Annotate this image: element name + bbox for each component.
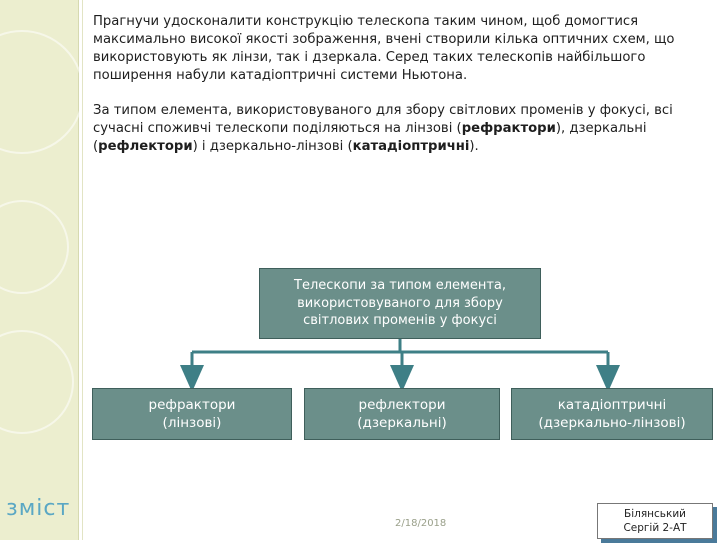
node-label: рефлектори [358, 397, 446, 413]
paragraph-text: ), дзеркальні ( [93, 120, 647, 154]
diagram-root-node [259, 268, 541, 339]
node-label: рефрактори [148, 397, 236, 413]
node-label: катадіоптричні [557, 397, 667, 413]
node-refractors [92, 388, 292, 440]
contents-link[interactable]: зміст [6, 496, 71, 521]
intro-paragraph: Прагнучи удосконалити конструкцію телескопа таким чином, щоб домогтися максимально високої якості зображення, вчені створили кілька оптичних схем, що використовують як лінзи, так і дзеркала. Серед таких телескопів найбільшого поширення набули катадіоптричні системи Ньютона. [93, 14, 675, 83]
paragraph-text: ). [469, 138, 479, 154]
node-sublabel: (лінзові) [162, 415, 222, 431]
node-sublabel: (дзеркально-лінзові) [538, 415, 686, 431]
author-name: Білянський [624, 508, 686, 520]
term-refractors: рефрактори [461, 120, 556, 136]
author-group: Сергій 2-АТ [623, 522, 687, 534]
paragraph-text: За типом елемента, використовуваного для збору світлових променів у фокусі, всі сучасні споживчі телескопи поділяються на лінзові ( [93, 103, 673, 136]
root-node-label: Телескопи за типом елемента, використовуваного для збору світлових променів у фокусі [294, 278, 506, 329]
term-catadioptric: катадіоптричні [352, 138, 470, 154]
paragraph-text: ) і дзеркально-лінзові ( [192, 138, 353, 154]
node-reflectors [304, 388, 500, 440]
node-catadioptric [511, 388, 713, 440]
term-reflectors: рефлектори [98, 138, 193, 154]
node-sublabel: (дзеркальні) [357, 415, 447, 431]
slide-date: 2/18/2018 [395, 518, 447, 529]
author-box [597, 503, 713, 539]
